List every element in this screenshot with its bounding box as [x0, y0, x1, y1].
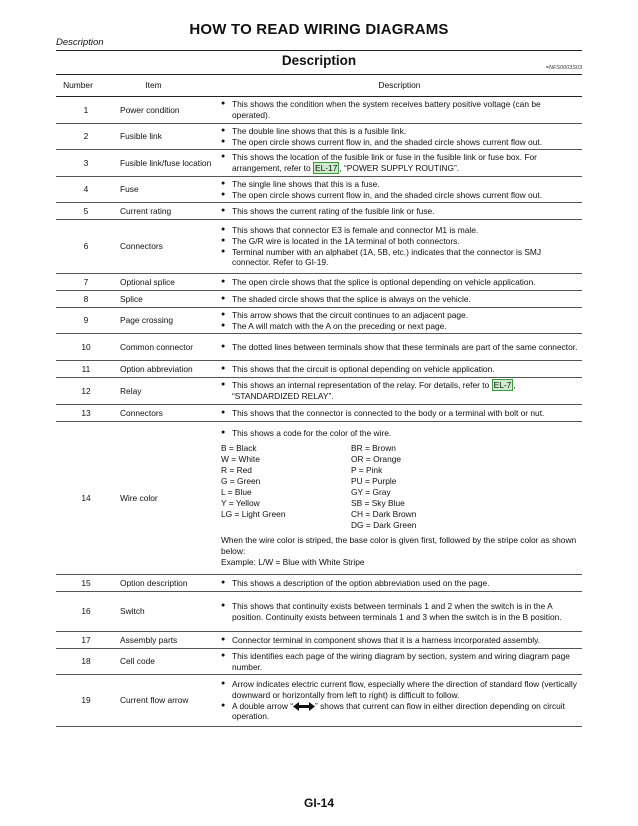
double-arrow-icon — [293, 702, 315, 711]
link-el-17[interactable]: EL-17 — [315, 163, 338, 173]
section-label: Description — [56, 37, 104, 48]
table-row: 7 Optional splice ● The open circle shows that the splice is optional depending on vehicle application. — [56, 274, 582, 291]
table-header-row — [56, 75, 582, 97]
table-row: 17 Assembly parts ● Connector terminal in component shows that it is a harness incorporated assembly. — [56, 632, 582, 649]
table-row: 13 Connectors ● This shows that the connector is connected to the body or a terminal with bolt or nut. — [56, 405, 582, 422]
page-number: GI-14 — [303, 796, 334, 810]
table-row: 3 Fusible link/fuse location ● This shows the location of the fusible link or fuse in the fusible link or fuse box. For arrangement, refer to EL-17 , “POWER SUPPLY ROUTING”. — [56, 150, 582, 177]
description-heading: Description — [281, 53, 357, 68]
table-row: 4 Fuse ● The single line shows that this is a fuse. ● The open circle shows current flow in, and the shaded circle shows current flow out. — [56, 177, 582, 203]
table-row: 1 Power condition ● This shows the condition when the system receives battery positive voltage (can be operated). — [56, 97, 582, 124]
page-title: HOW TO READ WIRING DIAGRAMS — [189, 21, 449, 38]
table-row: 2 Fusible link ● The double line shows that this is a fusible link. ● The open circle shows current flow in, and the shaded circle shows current flow out. — [56, 124, 582, 150]
table-row: 15 Option description ● This shows a description of the option abbreviation used on the page. — [56, 575, 582, 592]
table-row: 6 Connectors ● This shows that connector E3 is female and connector M1 is male. ● The G/R wire is located in the 1A terminal of both connectors. ● Terminal number with an alphabet (1A, 5B, etc.) indicates that the connector is SMJ connector. Refer to GI-19. — [56, 220, 582, 274]
col-item-header: Item — [116, 75, 217, 97]
table-row: 9 Page crossing ● This arrow shows that the circuit continues to an adjacent page. ● The A will match with the A on the preceding or next page. — [56, 308, 582, 334]
table-row: 14 Wire color ● This shows a code for the color of the wire. B = Black W = White R = Red G = Green L = Blue Y = Yellow LG = Light Green BR = Brown OR = Orange P = Pink PU = Purple GY = Gray SB = Sky Blue CH = Dark Brown DG = Dark Green When the wire color is striped, the base color is given first, followed by the stripe color as shown below: Example: L/W = Blue with White Stripe — [56, 422, 582, 575]
table-row: 10 Common connector ● The dotted lines between terminals show that these terminals are part of the same connector. — [56, 334, 582, 361]
header-rule — [56, 50, 582, 51]
table-row: 8 Splice ● The shaded circle shows that the splice is always on the vehicle. — [56, 291, 582, 308]
table-row: 12 Relay ● This shows an internal representation of the relay. For details, refer to EL-7 , “STANDARDIZED RELAY”. — [56, 378, 582, 405]
table-row: 16 Switch ● This shows that continuity exists between terminals 1 and 2 when the switch is in the A position. Continuity exists between terminals 1 and 3 when the switch is in the B position. — [56, 592, 582, 632]
reference-code: =NFS0003S03 — [545, 65, 582, 71]
col-description-header: Description — [217, 75, 582, 97]
wiring-legend-table — [56, 74, 582, 727]
wire-color-code-list: B = Black W = White R = Red G = Green L = Blue Y = Yellow LG = Light Green BR = Brown OR = Orange P = Pink PU = Purple GY = Gray SB = Sky Blue CH = Dark Brown DG = Dark Green — [221, 443, 417, 530]
stripe-example: Example: L/W = Blue with White Stripe — [221, 556, 365, 567]
link-el-7[interactable]: EL-7 — [493, 380, 512, 391]
table-row: 19 Current flow arrow ● Arrow indicates electric current flow, especially where the direction of standard flow (vertically downward or horizontally from left to right) is difficult to follow. ● A double arrow “ ” shows that current can flow in either direction depending on circuit operation. — [56, 675, 582, 727]
stripe-note: When the wire color is striped, the base color is given first, followed by the stripe color as shown below: — [221, 534, 577, 556]
table-row: 18 Cell code ● This identifies each page of the wiring diagram by section, system and wiring diagram page number. — [56, 649, 582, 675]
col-number-header: Number — [56, 75, 116, 97]
table-row: 11 Option abbreviation ● This shows that the circuit is optional depending on vehicle application. — [56, 361, 582, 378]
table-row: 5 Current rating ● This shows the current rating of the fusible link or fuse. — [56, 203, 582, 220]
